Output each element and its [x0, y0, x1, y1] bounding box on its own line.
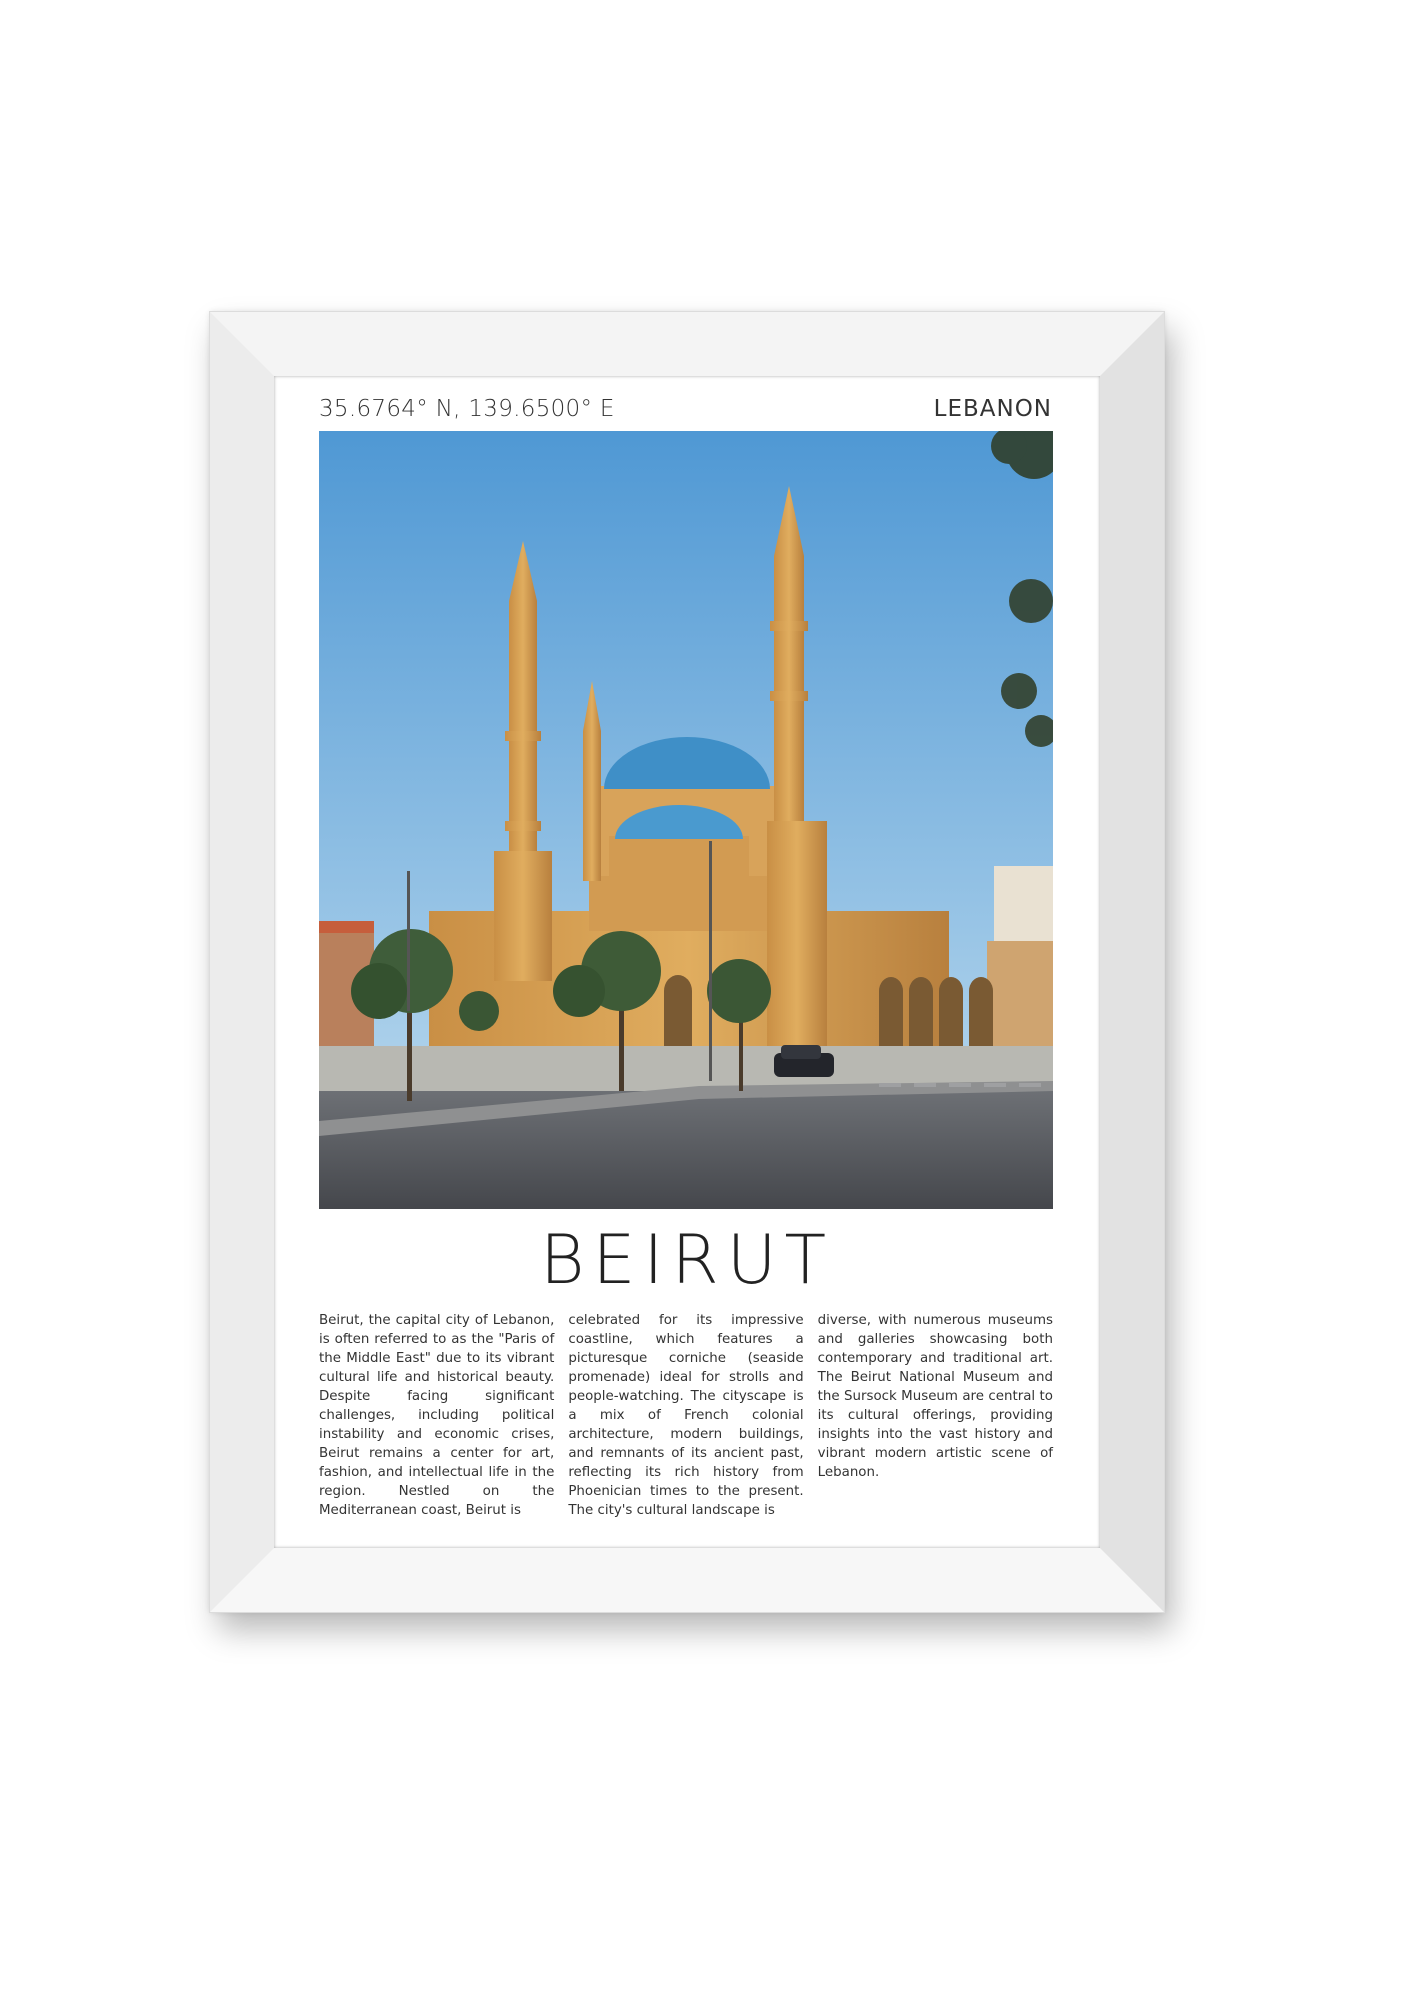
picture-frame: [210, 312, 1164, 1612]
coordinates-text: 35.6764° N, 139.6500° E: [319, 396, 615, 422]
mosque-photo: [319, 431, 1053, 1209]
poster: [274, 376, 1100, 1548]
city-title: BEIRUT: [539, 1221, 835, 1300]
country-label: LEBANON: [933, 396, 1052, 422]
description-column-1: Beirut, the capital city of Lebanon, is often referred to as the "Paris of the Middle East" due to its vibrant cultural life and historical beauty. Despite facing significant challenges, including political instability and economic crises, Beirut remains a center for art, fashion, and intellectual life in the region. Nestled on the Mediterranean coast, Beirut is: [319, 1313, 555, 1518]
description-column-2: celebrated for its impressive coastline, which features a picturesque corniche (seaside promenade) ideal for strolls and people-watching. The cityscape is a mix of French colonial architecture, modern buildings, and remnants of its ancient past, reflecting its rich history from Phoenician times to the present. The city's cultural landscape is: [568, 1313, 804, 1518]
description-columns: [319, 1311, 1053, 1520]
description-column-3: diverse, with numerous museums and galleries showcasing both contemporary and traditional art. The Beirut National Museum and the Sursock Museum are central to its cultural offerings, providing insights into the vast history and vibrant modern artistic scene of Lebanon.: [817, 1313, 1053, 1480]
